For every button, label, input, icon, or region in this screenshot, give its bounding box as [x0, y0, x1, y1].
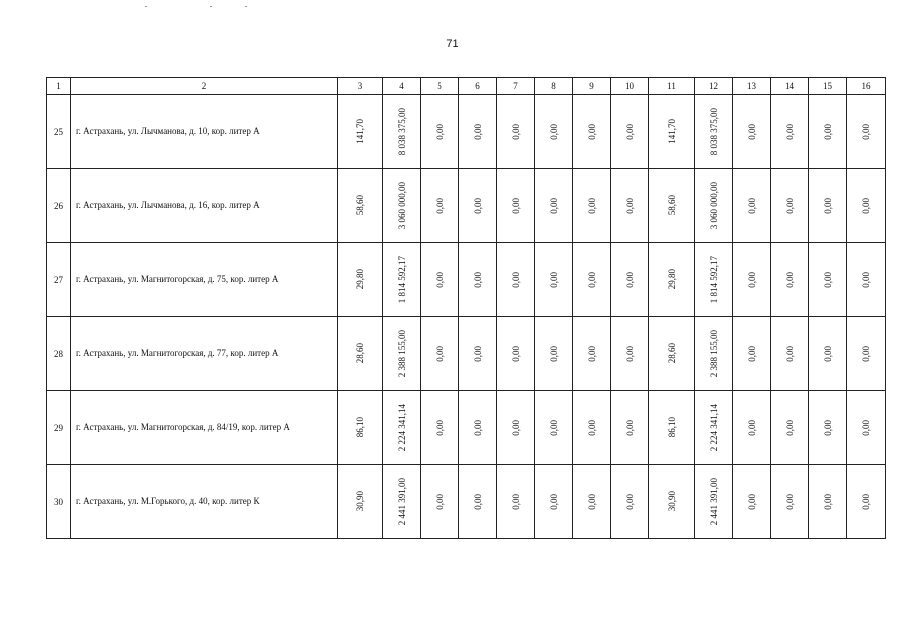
area-cell	[649, 465, 695, 539]
value-cell	[497, 317, 535, 391]
address-cell: г. Астрахань, ул. Лычманова, д. 10, кор. литер А	[71, 95, 338, 169]
cost-value: 1 814 592,17	[396, 255, 407, 304]
page-number: 71	[446, 38, 459, 50]
address-cell: г. Астрахань, ул. Магнитогорская, д. 75, кор. литер А	[71, 243, 338, 317]
table-row	[47, 243, 886, 317]
cell-value: 0,00	[822, 493, 833, 510]
value-cell	[611, 317, 649, 391]
value-cell	[847, 391, 886, 465]
header-cell: 16	[847, 78, 886, 95]
value-cell	[809, 391, 847, 465]
cost-cell	[383, 243, 421, 317]
cell-value: 0,00	[472, 419, 483, 436]
value-cell	[421, 95, 459, 169]
area-cell	[649, 95, 695, 169]
cell-value: 0,00	[746, 271, 757, 288]
cell-value: 0,00	[510, 493, 521, 510]
cost-cell	[383, 169, 421, 243]
cost-cell	[695, 317, 733, 391]
cell-value: 0,00	[434, 345, 445, 362]
cell-value: 0,00	[586, 271, 597, 288]
area-value: 30,90	[666, 491, 677, 512]
cell-value: 0,00	[784, 271, 795, 288]
value-cell	[573, 169, 611, 243]
value-cell	[771, 243, 809, 317]
value-cell	[771, 95, 809, 169]
cell-value: 0,00	[548, 123, 559, 140]
cell-value: 0,00	[434, 419, 445, 436]
value-cell	[809, 95, 847, 169]
value-cell	[535, 465, 573, 539]
area-cell	[338, 391, 383, 465]
cell-value: 0,00	[624, 493, 635, 510]
value-cell	[771, 169, 809, 243]
cell-value: 0,00	[548, 419, 559, 436]
header-cell: 7	[497, 78, 535, 95]
area-value: 29,80	[666, 269, 677, 290]
header-cell: 8	[535, 78, 573, 95]
cost-value: 2 388 155,00	[708, 329, 719, 378]
area-value: 28,60	[355, 343, 365, 364]
cell-value: 0,00	[548, 493, 559, 510]
cost-cell	[695, 169, 733, 243]
cell-value: 0,00	[624, 271, 635, 288]
area-cell	[338, 169, 383, 243]
area-value: 141,70	[666, 119, 677, 144]
value-cell	[733, 243, 771, 317]
value-cell	[611, 169, 649, 243]
address-cell: г. Астрахань, ул. М.Горького, д. 40, кор. литер К	[71, 465, 338, 539]
area-cell	[649, 391, 695, 465]
value-cell	[809, 317, 847, 391]
value-cell	[733, 169, 771, 243]
area-value: 58,60	[355, 195, 365, 216]
value-cell	[535, 391, 573, 465]
area-value: 58,60	[666, 195, 677, 216]
value-cell	[573, 243, 611, 317]
cell-value: 0,00	[510, 419, 521, 436]
cell-value: 0,00	[822, 345, 833, 362]
value-cell	[421, 243, 459, 317]
header-cell: 6	[459, 78, 497, 95]
value-cell	[421, 465, 459, 539]
value-cell	[459, 465, 497, 539]
cell-value: 0,00	[746, 197, 757, 214]
cost-value: 2 224 341,14	[708, 403, 719, 452]
area-cell	[338, 317, 383, 391]
value-cell	[847, 465, 886, 539]
header-cell: 5	[421, 78, 459, 95]
value-cell	[535, 95, 573, 169]
value-cell	[733, 391, 771, 465]
cell-value: 0,00	[861, 419, 871, 436]
area-value: 86,10	[355, 417, 365, 438]
cost-cell	[695, 465, 733, 539]
cell-value: 0,00	[861, 271, 871, 288]
cell-value: 0,00	[548, 271, 559, 288]
area-cell	[338, 95, 383, 169]
cell-value: 0,00	[472, 271, 483, 288]
area-value: 86,10	[666, 417, 677, 438]
cell-value: 0,00	[861, 493, 871, 510]
cost-value: 3 060 000,00	[708, 181, 719, 230]
cell-value: 0,00	[434, 123, 445, 140]
cell-value: 0,00	[624, 123, 635, 140]
value-cell	[847, 169, 886, 243]
value-cell	[421, 169, 459, 243]
area-cell	[649, 169, 695, 243]
row-number: 25	[47, 95, 71, 169]
value-cell	[611, 391, 649, 465]
cost-value: 2 388 155,00	[396, 329, 407, 378]
value-cell	[459, 95, 497, 169]
area-value: 141,70	[355, 119, 365, 144]
row-number: 27	[47, 243, 71, 317]
value-cell	[847, 317, 886, 391]
value-cell	[535, 243, 573, 317]
cell-value: 0,00	[822, 419, 833, 436]
cost-cell	[383, 391, 421, 465]
cell-value: 0,00	[548, 197, 559, 214]
header-cell: 4	[383, 78, 421, 95]
scan-speck	[245, 6, 247, 7]
cell-value: 0,00	[784, 197, 795, 214]
value-cell	[459, 169, 497, 243]
area-cell	[649, 243, 695, 317]
area-cell	[338, 243, 383, 317]
header-cell: 15	[809, 78, 847, 95]
cell-value: 0,00	[784, 345, 795, 362]
cell-value: 0,00	[861, 123, 871, 140]
value-cell	[847, 243, 886, 317]
cost-value: 8 038 375,00	[396, 107, 407, 156]
cost-value: 1 814 592,17	[708, 255, 719, 304]
value-cell	[733, 317, 771, 391]
value-cell	[497, 169, 535, 243]
row-number: 26	[47, 169, 71, 243]
address-cell: г. Астрахань, ул. Магнитогорская, д. 77, кор. литер А	[71, 317, 338, 391]
value-cell	[809, 465, 847, 539]
cell-value: 0,00	[624, 419, 635, 436]
cost-value: 3 060 000,00	[396, 181, 407, 230]
value-cell	[497, 95, 535, 169]
cell-value: 0,00	[822, 123, 833, 140]
cell-value: 0,00	[586, 197, 597, 214]
scan-speck	[145, 6, 147, 7]
value-cell	[573, 317, 611, 391]
cell-value: 0,00	[861, 197, 871, 214]
cell-value: 0,00	[624, 345, 635, 362]
value-cell	[771, 391, 809, 465]
table-row	[47, 391, 886, 465]
cell-value: 0,00	[861, 345, 871, 362]
cell-value: 0,00	[746, 493, 757, 510]
value-cell	[611, 95, 649, 169]
cost-cell	[383, 465, 421, 539]
cell-value: 0,00	[510, 271, 521, 288]
cell-value: 0,00	[510, 345, 521, 362]
cost-value: 2 441 391,00	[396, 477, 407, 526]
cost-value: 2 441 391,00	[708, 477, 719, 526]
header-cell: 12	[695, 78, 733, 95]
value-cell	[421, 317, 459, 391]
value-cell	[497, 391, 535, 465]
address-cell: г. Астрахань, ул. Магнитогорская, д. 84/19, кор. литер А	[71, 391, 338, 465]
cell-value: 0,00	[472, 493, 483, 510]
cell-value: 0,00	[784, 419, 795, 436]
value-cell	[611, 465, 649, 539]
cell-value: 0,00	[746, 419, 757, 436]
cost-value: 2 224 341,14	[396, 403, 407, 452]
cost-cell	[695, 391, 733, 465]
value-cell	[733, 95, 771, 169]
header-cell: 14	[771, 78, 809, 95]
area-cell	[649, 317, 695, 391]
row-number: 30	[47, 465, 71, 539]
table-row	[47, 169, 886, 243]
cell-value: 0,00	[586, 419, 597, 436]
area-value: 29,80	[355, 269, 365, 290]
value-cell	[733, 465, 771, 539]
value-cell	[847, 95, 886, 169]
cost-cell	[695, 95, 733, 169]
header-row	[47, 78, 886, 95]
cell-value: 0,00	[746, 123, 757, 140]
value-cell	[809, 169, 847, 243]
cell-value: 0,00	[434, 493, 445, 510]
value-cell	[573, 391, 611, 465]
value-cell	[611, 243, 649, 317]
cell-value: 0,00	[586, 493, 597, 510]
address-cell: г. Астрахань, ул. Лычманова, д. 16, кор. литер А	[71, 169, 338, 243]
data-table	[46, 77, 886, 539]
row-number: 28	[47, 317, 71, 391]
value-cell	[535, 169, 573, 243]
cost-cell	[383, 317, 421, 391]
value-cell	[421, 391, 459, 465]
value-cell	[573, 95, 611, 169]
table-row	[47, 95, 886, 169]
header-cell: 10	[611, 78, 649, 95]
cell-value: 0,00	[510, 197, 521, 214]
cell-value: 0,00	[586, 345, 597, 362]
cell-value: 0,00	[586, 123, 597, 140]
scan-speck	[210, 6, 212, 7]
cell-value: 0,00	[434, 271, 445, 288]
cell-value: 0,00	[434, 197, 445, 214]
cell-value: 0,00	[624, 197, 635, 214]
cell-value: 0,00	[472, 197, 483, 214]
cell-value: 0,00	[822, 197, 833, 214]
header-cell: 1	[47, 78, 71, 95]
header-cell: 13	[733, 78, 771, 95]
value-cell	[771, 317, 809, 391]
cost-value: 8 038 375,00	[708, 107, 719, 156]
row-number: 29	[47, 391, 71, 465]
cell-value: 0,00	[784, 493, 795, 510]
value-cell	[535, 317, 573, 391]
table-row	[47, 465, 886, 539]
cell-value: 0,00	[548, 345, 559, 362]
area-value: 30,90	[355, 491, 365, 512]
header-cell: 9	[573, 78, 611, 95]
value-cell	[809, 243, 847, 317]
header-cell: 2	[71, 78, 338, 95]
value-cell	[459, 243, 497, 317]
cell-value: 0,00	[822, 271, 833, 288]
cell-value: 0,00	[746, 345, 757, 362]
cell-value: 0,00	[784, 123, 795, 140]
cost-cell	[695, 243, 733, 317]
cell-value: 0,00	[510, 123, 521, 140]
value-cell	[459, 317, 497, 391]
header-cell: 11	[649, 78, 695, 95]
value-cell	[459, 391, 497, 465]
area-cell	[338, 465, 383, 539]
area-value: 28,60	[666, 343, 677, 364]
cell-value: 0,00	[472, 345, 483, 362]
header-cell: 3	[338, 78, 383, 95]
value-cell	[497, 243, 535, 317]
value-cell	[573, 465, 611, 539]
cost-cell	[383, 95, 421, 169]
value-cell	[497, 465, 535, 539]
cell-value: 0,00	[472, 123, 483, 140]
table-row	[47, 317, 886, 391]
value-cell	[771, 465, 809, 539]
